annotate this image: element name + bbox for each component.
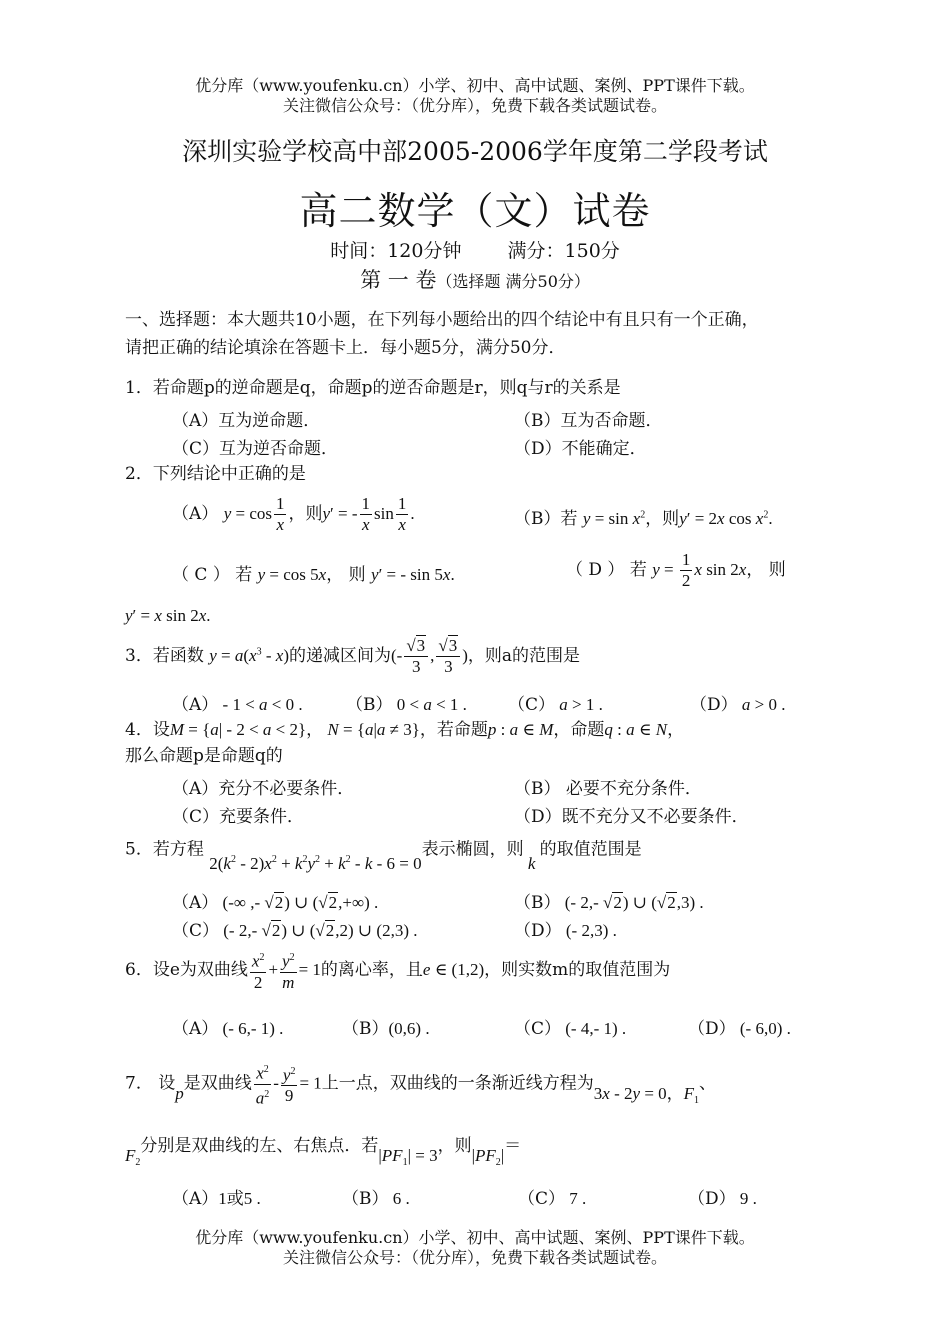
q3-d-label: （D） [690, 695, 738, 715]
q6-a-label: （A） [172, 1019, 219, 1039]
q4-stem-mid2: ，命题 [553, 720, 605, 740]
ad-line-2: 关注微信公众号：（优分库），免费下载各类试题试卷。 [282, 96, 667, 115]
exam-meta [0, 236, 950, 263]
q5-stem-suffix: 表示椭圆，则 [421, 839, 524, 860]
q1-stem: 1．若命题p的逆命题是q，命题p的逆否命题是r，则q与r的关系是 [125, 378, 621, 398]
q4-option-b[interactable]: （B） 必要不充分条件． [514, 779, 702, 799]
ad-line-1: 优分库（www.youfenku.cn）小学、初中、高中试题、案例、PPT课件下载。 [195, 76, 755, 95]
q7-option-a[interactable]: （A）1或5 . [172, 1189, 261, 1209]
q2-a-label: （A） [172, 504, 219, 524]
q3-option-a[interactable]: （A） - 1 < a < 0 . [172, 695, 303, 715]
q2-b-then: ，则 [645, 509, 680, 529]
q7-option-d[interactable]: （D） 9 . [688, 1189, 757, 1209]
q7-stem: 7． 设p是双曲线 $\frac{x^2}{a^2}$ - $\frac{y^2}{9}$ = 1上一点，双曲线的一条渐近线方程为3x - 2y = 0，$F_1$、 [125, 1060, 716, 1108]
q5-a-label: （A） [172, 893, 219, 913]
q3-stem-suffix: ，则a的范围是 [467, 646, 581, 666]
q6-option-b[interactable]: （B）(0,6) . [342, 1019, 430, 1039]
q2-option-c[interactable]: （ C ） 若 y = cos 5x， 则 y′ = - sin 5x. [172, 565, 455, 585]
q5-d-label: （D） [514, 921, 562, 941]
q7-line2-then: ，则 [437, 1136, 472, 1156]
q7-d-label: （D） [688, 1189, 736, 1209]
q1-option-a[interactable]: （A）互为逆命题． [172, 411, 321, 431]
q1-option-d[interactable]: （D）不能确定． [514, 439, 647, 459]
volume-header [0, 264, 950, 294]
q4-option-a[interactable]: （A）充分不必要条件． [172, 779, 355, 799]
q6-stem-prefix: 6．设e为双曲线 [125, 959, 248, 980]
q3-option-c[interactable]: （C） a > 1 . [508, 695, 603, 715]
q7-stem-mid: 是双曲线 [183, 1073, 252, 1094]
q7-stem-mid2: 上一点，双曲线的一条渐近线方程为 [321, 1073, 594, 1094]
exam-full-score: 满分：150分 [507, 240, 620, 262]
q3-stem: 3．若函数 $y = a(x^3 - x)$的递减区间为(- $\frac{√3}{3}$ , $\frac{√3}{3}$ )，则a的范围是 [125, 636, 581, 676]
q2-b-label: （B）若 [514, 509, 578, 529]
school-title: 深圳实验学校高中部2005-2006学年度第二学段考试 [182, 137, 768, 166]
q3-option-b[interactable]: （B） 0 < a < 1 . [346, 695, 467, 715]
exam-title: 高二数学（文）试卷 [299, 189, 651, 233]
q6-stem-mid: 的离心率，且 [320, 959, 423, 980]
q5-c-label: （C） [172, 921, 220, 941]
q4-stem: 4．设M = {a| - 2 < a < 2}， N = {a|a ≠ 3}，若命题p : a ∈ M，命题q : a ∈ N， [125, 720, 685, 740]
q5-option-d[interactable]: （D） (- 2,3) . [514, 921, 617, 941]
q1-option-c[interactable]: （C）互为逆否命题． [172, 439, 339, 459]
q7-option-c[interactable]: （C） 7 . [518, 1189, 587, 1209]
q7-a-or: 或 [226, 1189, 244, 1209]
q3-stem-prefix: 3．若函数 [125, 646, 204, 666]
volume-note: （选择题 满分50分） [436, 272, 590, 291]
q2-c-then: ， 则 [326, 565, 366, 585]
q5-option-b[interactable]: （B） (- 2,- √2) ∪ (√2,3) . [514, 893, 704, 913]
q6-d-label: （D） [688, 1019, 736, 1039]
q5-stem: 5．若方程 $2(k^2 - 2)x^2 + k^2y^2 + k^2 - k - 6 = 0$表示椭圆，则 k 的取值范围是 [125, 839, 642, 873]
q2-a-then: ，则 [288, 504, 323, 524]
q5-option-a[interactable]: （A） (-∞ ,- √2) ∪ (√2,+∞) . [172, 893, 379, 913]
footer-ad-line-2: 关注微信公众号：（优分库），免费下载各类试题试卷。 [282, 1248, 667, 1267]
q7-c-label: （C） [518, 1189, 566, 1209]
q6-stem: 6．设e为双曲线 $\frac{x^2}{2}$ + $\frac{y^2}{m}$ = 1的离心率，且e ∈ (1,2)，则实数m的取值范围为 [125, 948, 670, 993]
q1-option-b[interactable]: （B）互为否命题． [514, 411, 663, 431]
q5-stem-end: 的取值范围是 [539, 839, 642, 860]
q2-stem: 2．下列结论中正确的是 [125, 464, 306, 484]
q4-stem-prefix: 4．设 [125, 720, 170, 740]
q5-option-c[interactable]: （C） (- 2,- √2) ∪ (√2,2) ∪ (2,3) . [172, 921, 418, 941]
q6-option-d[interactable]: （D） (- 6,0) . [688, 1019, 791, 1039]
q4-stem-line-2: 那么命题p是命题q的 [125, 746, 283, 766]
volume-title: 第 一 卷 [360, 268, 437, 292]
q7-option-b[interactable]: （B） 6 . [342, 1189, 410, 1209]
q3-a-label: （A） [172, 695, 219, 715]
q4-option-c[interactable]: （C）充要条件． [172, 807, 305, 827]
q2-d-label: （ D ） 若 [566, 560, 647, 580]
instructions-line-1: 一、选择题：本大题共10小题，在下列每小题给出的四个结论中有且只有一个正确， [125, 310, 759, 330]
q2-option-b[interactable]: （B）若 $y = \sin x^2$，则y′ = 2x $\cos x^2$. [514, 509, 773, 529]
q7-line2-mid: 分别是双曲线的左、右焦点．若 [140, 1136, 379, 1156]
q3-c-label: （C） [508, 695, 556, 715]
q6-b-label: （B） [342, 1019, 389, 1039]
q2-option-d[interactable]: （ D ） 若 y = $\frac{1}{2}$ x sin 2x， 则 [566, 550, 786, 590]
footer-ad-line-1: 优分库（www.youfenku.cn）小学、初中、高中试题、案例、PPT课件下载。 [195, 1228, 755, 1247]
q6-option-c[interactable]: （C） (- 4,- 1) . [514, 1019, 627, 1039]
q7-line2-end: ＝ [504, 1136, 522, 1156]
q4-stem-mid: ，若命题 [419, 720, 488, 740]
q3-option-d[interactable]: （D） a > 0 . [690, 695, 786, 715]
instructions-line-2: 请把正确的结论填涂在答题卡上．每小题5分，满分50分． [125, 338, 566, 358]
q5-b-label: （B） [514, 893, 561, 913]
q2-option-d-continued: y′ = x sin 2x. [125, 606, 211, 625]
q3-stem-mid: 的递减区间为 [288, 646, 391, 666]
q7-stem-line-2: $F_2$分别是双曲线的左、右焦点．若$|PF_1| = 3$，则$|PF_2|=$ [125, 1136, 522, 1169]
q6-option-a[interactable]: （A） (- 6,- 1) . [172, 1019, 284, 1039]
q2-d-then: ， 则 [746, 560, 786, 580]
q4-option-d[interactable]: （D）既不充分又不必要条件． [514, 807, 749, 827]
q7-b-label: （B） [342, 1189, 389, 1209]
q2-c-label: （ C ） 若 [172, 565, 253, 585]
q7-a-label: （A） [172, 1189, 219, 1209]
q6-c-label: （C） [514, 1019, 562, 1039]
q3-b-label: （B） [346, 695, 393, 715]
exam-time: 时间：120分钟 [330, 240, 462, 262]
q7-stem-prefix: 7． 设 [125, 1073, 176, 1094]
q6-stem-suffix: ，则实数m的取值范围为 [484, 959, 671, 980]
q5-stem-prefix: 5．若方程 [125, 839, 204, 860]
q2-option-a[interactable]: （A） y = cos $\frac{1}{x}$ ，则y′ = - $\frac{1}{x}$ sin $\frac{1}{x}$ . [172, 494, 415, 534]
